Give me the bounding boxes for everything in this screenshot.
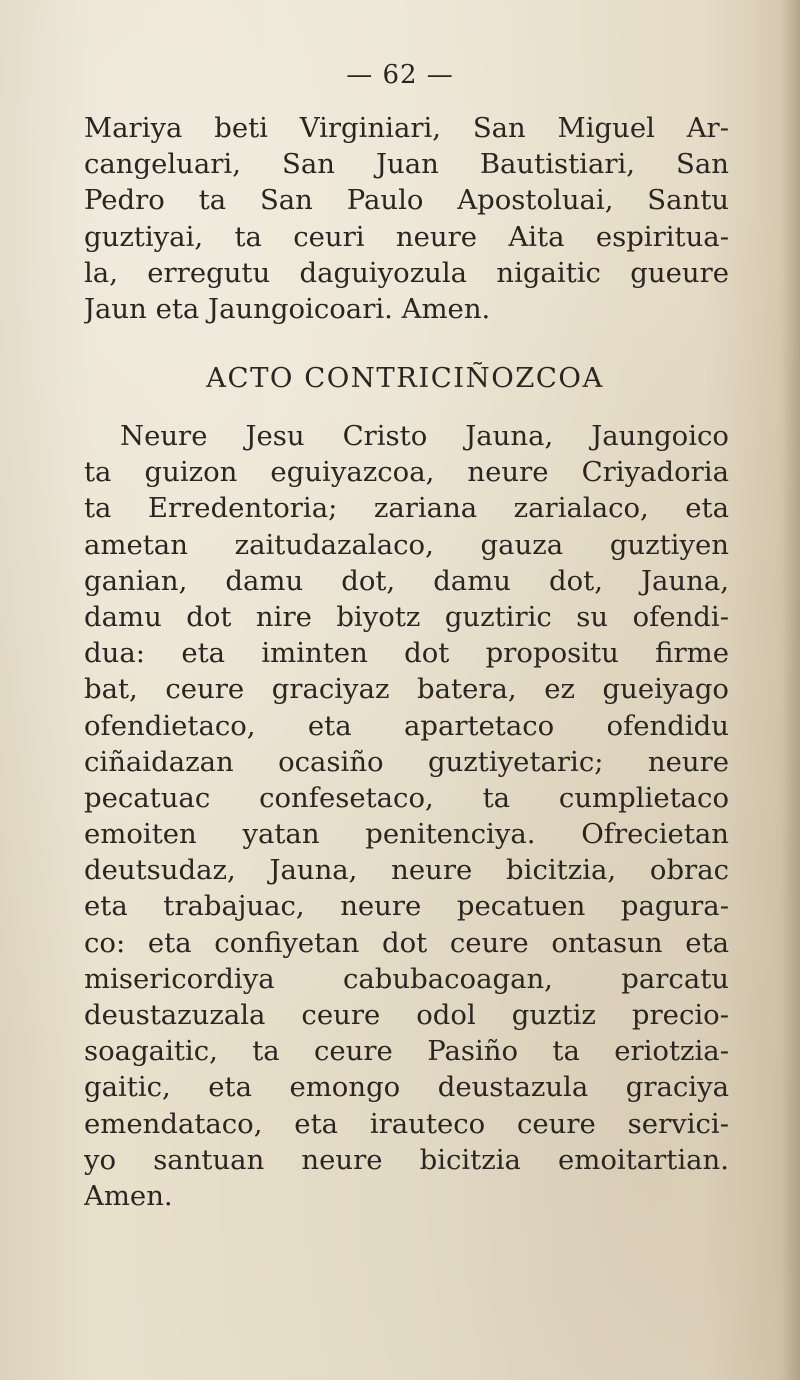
text-line: misericordiya cabubacoagan, parcatu bbox=[84, 962, 729, 995]
text-line: yo santuan neure bicitzia emoitartian. bbox=[84, 1143, 729, 1176]
paragraph-act-of-contrition bbox=[84, 418, 729, 1214]
text-line: emendataco, eta irauteco ceure servici- bbox=[84, 1107, 729, 1140]
text-line: ametan zaitudazalaco, gauza guztiyen bbox=[84, 528, 729, 561]
paragraph-prayer-ending bbox=[84, 110, 729, 327]
text-line: Neure Jesu Cristo Jauna, Jaungoico bbox=[120, 420, 729, 452]
text-line: ta guizon eguiyazcoa, neure Criyadoria bbox=[84, 456, 729, 489]
page-number: — 62 — bbox=[346, 60, 454, 90]
text-line: gaitic, eta emongo deustazula graciya bbox=[84, 1071, 729, 1104]
text-line: soagaitic, ta ceure Pasiño ta eriotzia- bbox=[84, 1035, 729, 1068]
page-edge-shadow bbox=[782, 0, 800, 1380]
text-line: pecatuac confesetaco, ta cumplietaco bbox=[84, 781, 729, 814]
text-line: cangeluari, San Juan Bautistiari, San bbox=[84, 148, 729, 181]
section-heading: ACTO CONTRICIÑOZCOA bbox=[206, 362, 604, 394]
text-line: deustazuzala ceure odol guztiz precio- bbox=[84, 999, 729, 1031]
text-line: guztiyai, ta ceuri neure Aita espiritua- bbox=[84, 220, 729, 253]
text-line: la, erregutu daguiyozula nigaitic gueure bbox=[84, 256, 729, 289]
text-line: damu dot nire biyotz guztiric su ofendi- bbox=[84, 600, 729, 633]
text-line: Jaun eta Jaungoicoari. Amen. bbox=[84, 292, 491, 325]
text-line: eta trabajuac, neure pecatuen pagura- bbox=[84, 890, 729, 923]
text-line: Amen. bbox=[84, 1179, 173, 1212]
text-line: dua: eta iminten dot propositu firme bbox=[84, 637, 729, 670]
text-line: co: eta confiyetan dot ceure ontasun eta bbox=[84, 926, 729, 959]
text-line: ganian, damu dot, damu dot, Jauna, bbox=[84, 564, 729, 597]
text-line: ciñaidazan ocasiño guztiyetaric; neure bbox=[84, 745, 729, 778]
text-line: Pedro ta San Paulo Apostoluai, Santu bbox=[84, 184, 729, 217]
text-line: ofendietaco, eta apartetaco ofendidu bbox=[84, 709, 729, 742]
text-line: Mariya beti Virginiari, San Miguel Ar- bbox=[84, 112, 729, 144]
text-line: bat, ceure graciyaz batera, ez gueiyago bbox=[84, 673, 729, 706]
text-line: emoiten yatan penitenciya. Ofrecietan bbox=[84, 818, 729, 851]
text-line: deutsudaz, Jauna, neure bicitzia, obrac bbox=[84, 854, 729, 887]
text-line: ta Erredentoria; zariana zarialaco, eta bbox=[84, 492, 729, 525]
